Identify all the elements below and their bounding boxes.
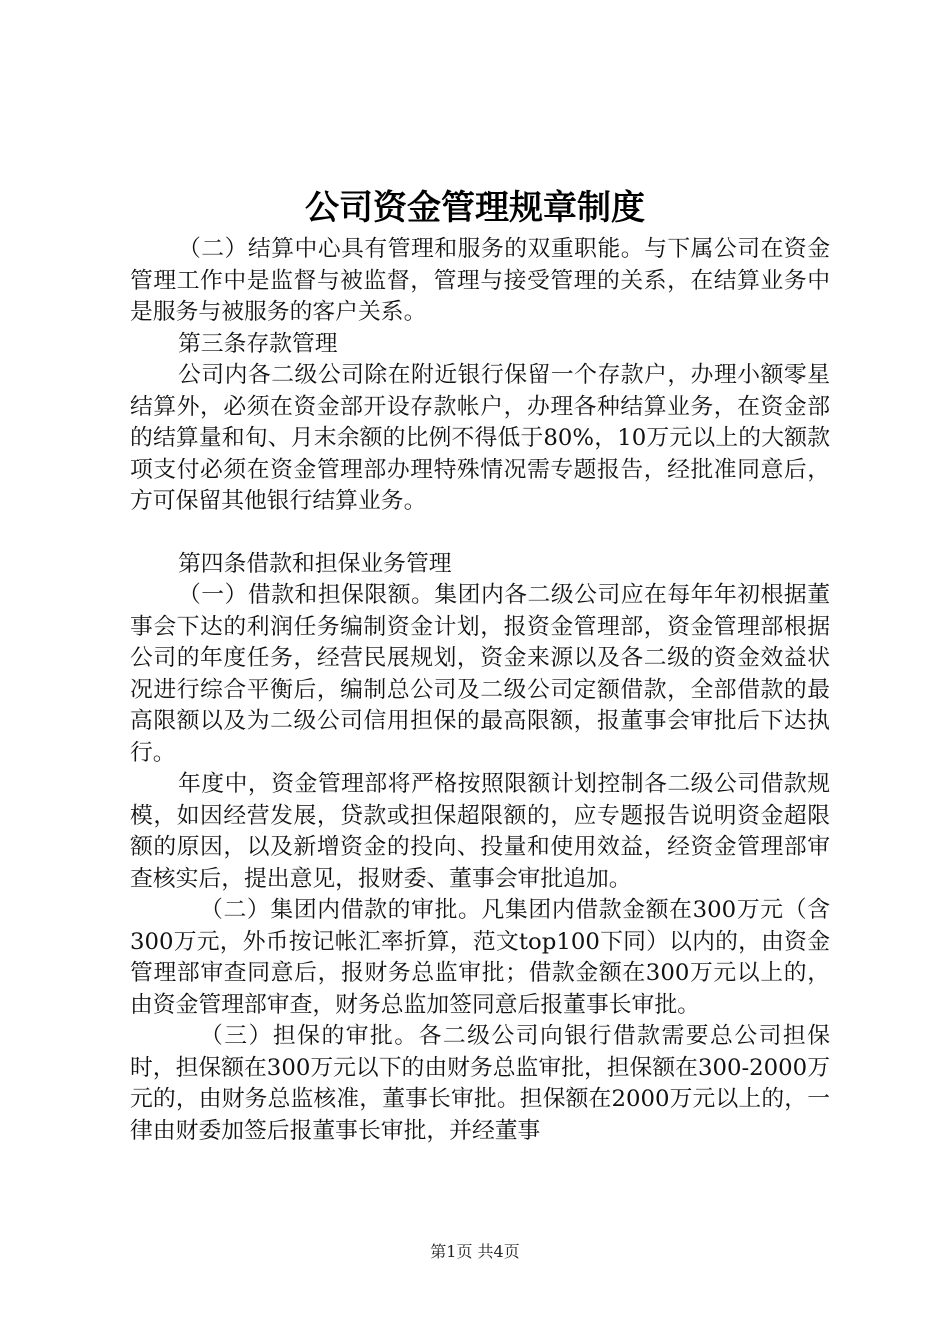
heading-article-4: 第四条借款和担保业务管理: [178, 550, 452, 577]
paragraph-annual-control: 年度中，资金管理部将严格按照限额计划控制各二级公司借款规模，如因经营发展，贷款或担保超限额的，应专题报告说明资金超限额的原因，以及新增资金的投向、投量和使用效益，经资金管理部审查核实后，提出意见，报财委、董事会审批追加。: [130, 771, 830, 892]
paragraph-guarantee-approval: （三）担保的审批。各二级公司向银行借款需要总公司担保时，担保额在300万元以下的由财务总监审批，担保额在300-2000万元的，由财务总监核准，董事长审批。担保额在2000万元以上的，一律由财委加签后报董事长审批，并经董事: [130, 1023, 830, 1144]
paragraph-deposit-management: 公司内各二级公司除在附近银行保留一个存款户，办理小额零星结算外，必须在资金部开设存款帐户，办理各种结算业务，在资金部的结算量和旬、月末余额的比例不得低于80%，10万元以上的大额款项支付必须在资金管理部办理特殊情况需专题报告，经批准同意后，方可保留其他银行结算业务。: [130, 362, 830, 514]
paragraph-settlement-center: （二）结算中心具有管理和服务的双重职能。与下属公司在资金管理工作中是监督与被监督，管理与接受管理的关系，在结算业务中是服务与被服务的客户关系。: [130, 236, 830, 325]
page-footer: 第1页 共4页: [430, 1242, 520, 1261]
paragraph-spacer: [130, 518, 830, 549]
document-title: 公司资金管理规章制度: [305, 188, 645, 228]
document-body: [130, 234, 830, 1147]
paragraph-loan-guarantee-limits: （一）借款和担保限额。集团内各二级公司应在每年年初根据董事会下达的利润任务编制资金计划，报资金管理部，资金管理部根据公司的年度任务，经营民展规划，资金来源以及各二级的资金效益状况进行综合平衡后，编制总公司及二级公司定额借款，全部借款的最高限额以及为二级公司信用担保的最高限额，报董事会审批后下达执行。: [130, 582, 830, 766]
heading-article-3: 第三条存款管理: [178, 330, 338, 357]
paragraph-internal-loan-approval: （二）集团内借款的审批。凡集团内借款金额在300万元（含300万元，外币按记帐汇率折算，范文top100下同）以内的，由资金管理部审查同意后，报财务总监审批；借款金额在300万元以上的，由资金管理部审查，财务总监加签同意后报董事长审批。: [130, 897, 830, 1018]
